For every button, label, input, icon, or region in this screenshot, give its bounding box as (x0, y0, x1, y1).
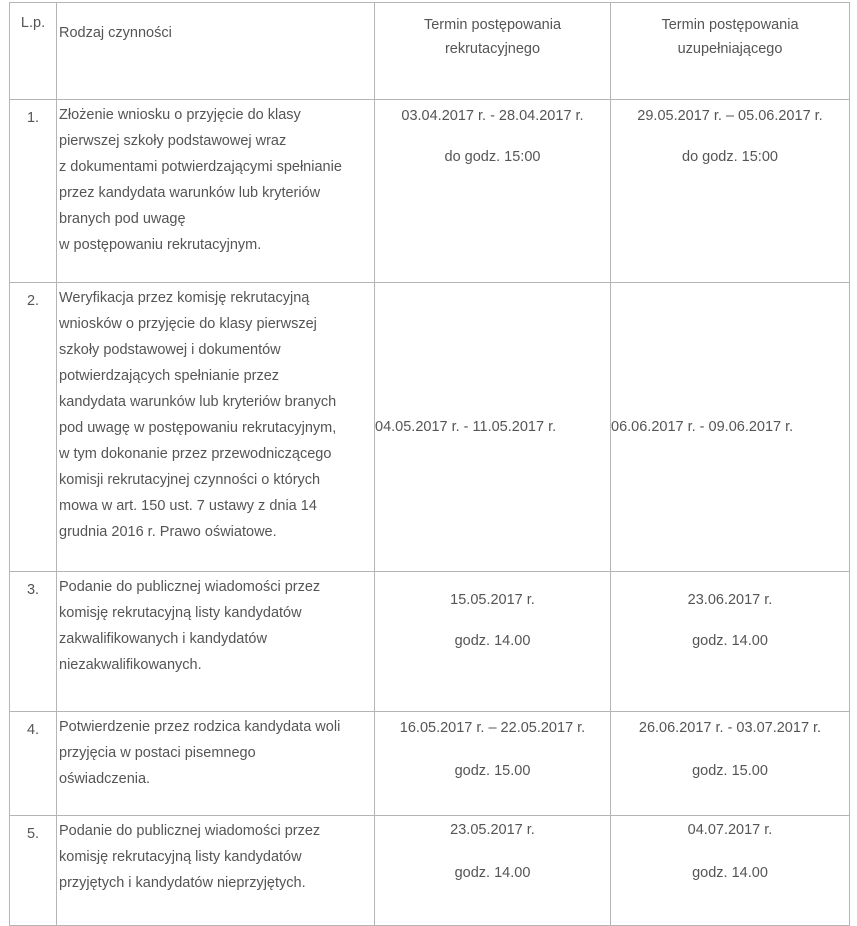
deadline-time: do godz. 15:00 (444, 149, 541, 165)
activity-line: potwierdzających spełnianie przez (59, 368, 280, 384)
deadline-time: godz. 15.00 (454, 763, 531, 779)
activity-line: komisję rekrutacyjną listy kandydatów (59, 605, 302, 621)
supplementary-term-cell (611, 816, 850, 926)
activity-line: Podanie do publicznej wiadomości przez (59, 823, 321, 839)
activity-line: niezakwalifikowanych. (59, 657, 202, 673)
row-number: 5. (10, 816, 57, 926)
activity-line: grudnia 2016 r. Prawo oświatowe. (59, 524, 277, 540)
activity-cell (57, 572, 375, 712)
activity-line: Weryfikacja przez komisję rekrutacyjną (59, 290, 310, 306)
date: 15.05.2017 r. (450, 592, 535, 608)
date: 04.07.2017 r. (687, 822, 773, 838)
activity-line: oświadczenia. (59, 771, 151, 787)
activity-line: kandydata warunków lub kryteriów branych (59, 394, 337, 410)
activity-cell (57, 816, 375, 926)
table-row (10, 283, 850, 572)
primary-term-cell (375, 816, 611, 926)
header-lp: L.p. (10, 3, 57, 100)
deadline-time: godz. 14.00 (692, 865, 768, 881)
activity-line: w tym dokonanie przez przewodniczącego (59, 446, 332, 462)
header-row (10, 3, 850, 100)
date-range: 06.06.2017 r. - 09.06.2017 r. (611, 418, 794, 435)
date-range: 03.04.2017 r. - 28.04.2017 r. (401, 108, 584, 124)
activity-cell (57, 712, 375, 816)
date: 23.06.2017 r. (687, 592, 773, 608)
activity-line: z dokumentami potwierdzającymi spełnianie (59, 159, 342, 175)
header-primary-term (375, 3, 611, 100)
deadline-time: godz. 15.00 (692, 763, 768, 779)
row-number: 1. (10, 100, 57, 283)
table-row (10, 712, 850, 816)
table-row (10, 100, 850, 283)
activity-line: pod uwagę w postępowaniu rekrutacyjnym, (59, 420, 337, 436)
activity-line: wniosków o przyjęcie do klasy pierwszej (59, 316, 317, 332)
activity-line: zakwalifikowanych i kandydatów (59, 631, 267, 647)
table-row (10, 816, 850, 926)
date-range: 04.05.2017 r. - 11.05.2017 r. (375, 418, 557, 435)
supplementary-term-cell (611, 712, 850, 816)
activity-line: branych pod uwagę (59, 211, 186, 227)
primary-term-cell (375, 100, 611, 283)
date-range: 26.06.2017 r. - 03.07.2017 r. (638, 720, 822, 736)
header-text-line: Termin postępowania (423, 17, 562, 33)
table-row (10, 572, 850, 712)
activity-line: mowa w art. 150 ust. 7 ustawy z dnia 14 (59, 498, 317, 514)
activity-line: przez kandydata warunków lub kryteriów (59, 185, 321, 201)
recruitment-schedule-table (9, 2, 850, 926)
activity-line: w postępowaniu rekrutacyjnym. (59, 237, 262, 253)
activity-line: Podanie do publicznej wiadomości przez (59, 579, 321, 595)
deadline-time: godz. 14.00 (454, 633, 531, 649)
activity-line: szkoły podstawowej i dokumentów (59, 342, 281, 358)
deadline-time: godz. 14.00 (692, 633, 768, 649)
row-number: 3. (10, 572, 57, 712)
primary-term-cell (375, 572, 611, 712)
activity-line: przyjętych i kandydatów nieprzyjętych. (59, 875, 306, 891)
activity-cell (57, 100, 375, 283)
activity-line: Złożenie wniosku o przyjęcie do klasy (59, 107, 301, 123)
primary-term-cell (375, 283, 611, 572)
header-text-line: Termin postępowania (661, 17, 799, 33)
supplementary-term-cell (611, 283, 850, 572)
supplementary-term-cell (611, 572, 850, 712)
row-number: 2. (10, 283, 57, 572)
activity-line: Potwierdzenie przez rodzica kandydata woli (59, 719, 341, 735)
header-text-line: uzupełniającego (677, 41, 783, 57)
primary-term-cell (375, 712, 611, 816)
date-range: 29.05.2017 r. – 05.06.2017 r. (637, 108, 823, 124)
row-number: 4. (10, 712, 57, 816)
activity-line: komisję rekrutacyjną listy kandydatów (59, 849, 302, 865)
activity-cell (57, 283, 375, 572)
header-activity: Rodzaj czynności (57, 3, 375, 100)
date: 23.05.2017 r. (450, 822, 535, 838)
activity-line: przyjęcia w postaci pisemnego (59, 745, 256, 761)
deadline-time: do godz. 15:00 (682, 149, 778, 165)
header-supplementary-term (611, 3, 850, 100)
date-range: 16.05.2017 r. – 22.05.2017 r. (399, 720, 586, 736)
supplementary-term-cell (611, 100, 850, 283)
deadline-time: godz. 14.00 (454, 865, 531, 881)
header-text-line: rekrutacyjnego (444, 41, 541, 57)
activity-line: komisji rekrutacyjnej czynności o których (59, 472, 321, 488)
activity-line: pierwszej szkoły podstawowej wraz (59, 133, 287, 149)
